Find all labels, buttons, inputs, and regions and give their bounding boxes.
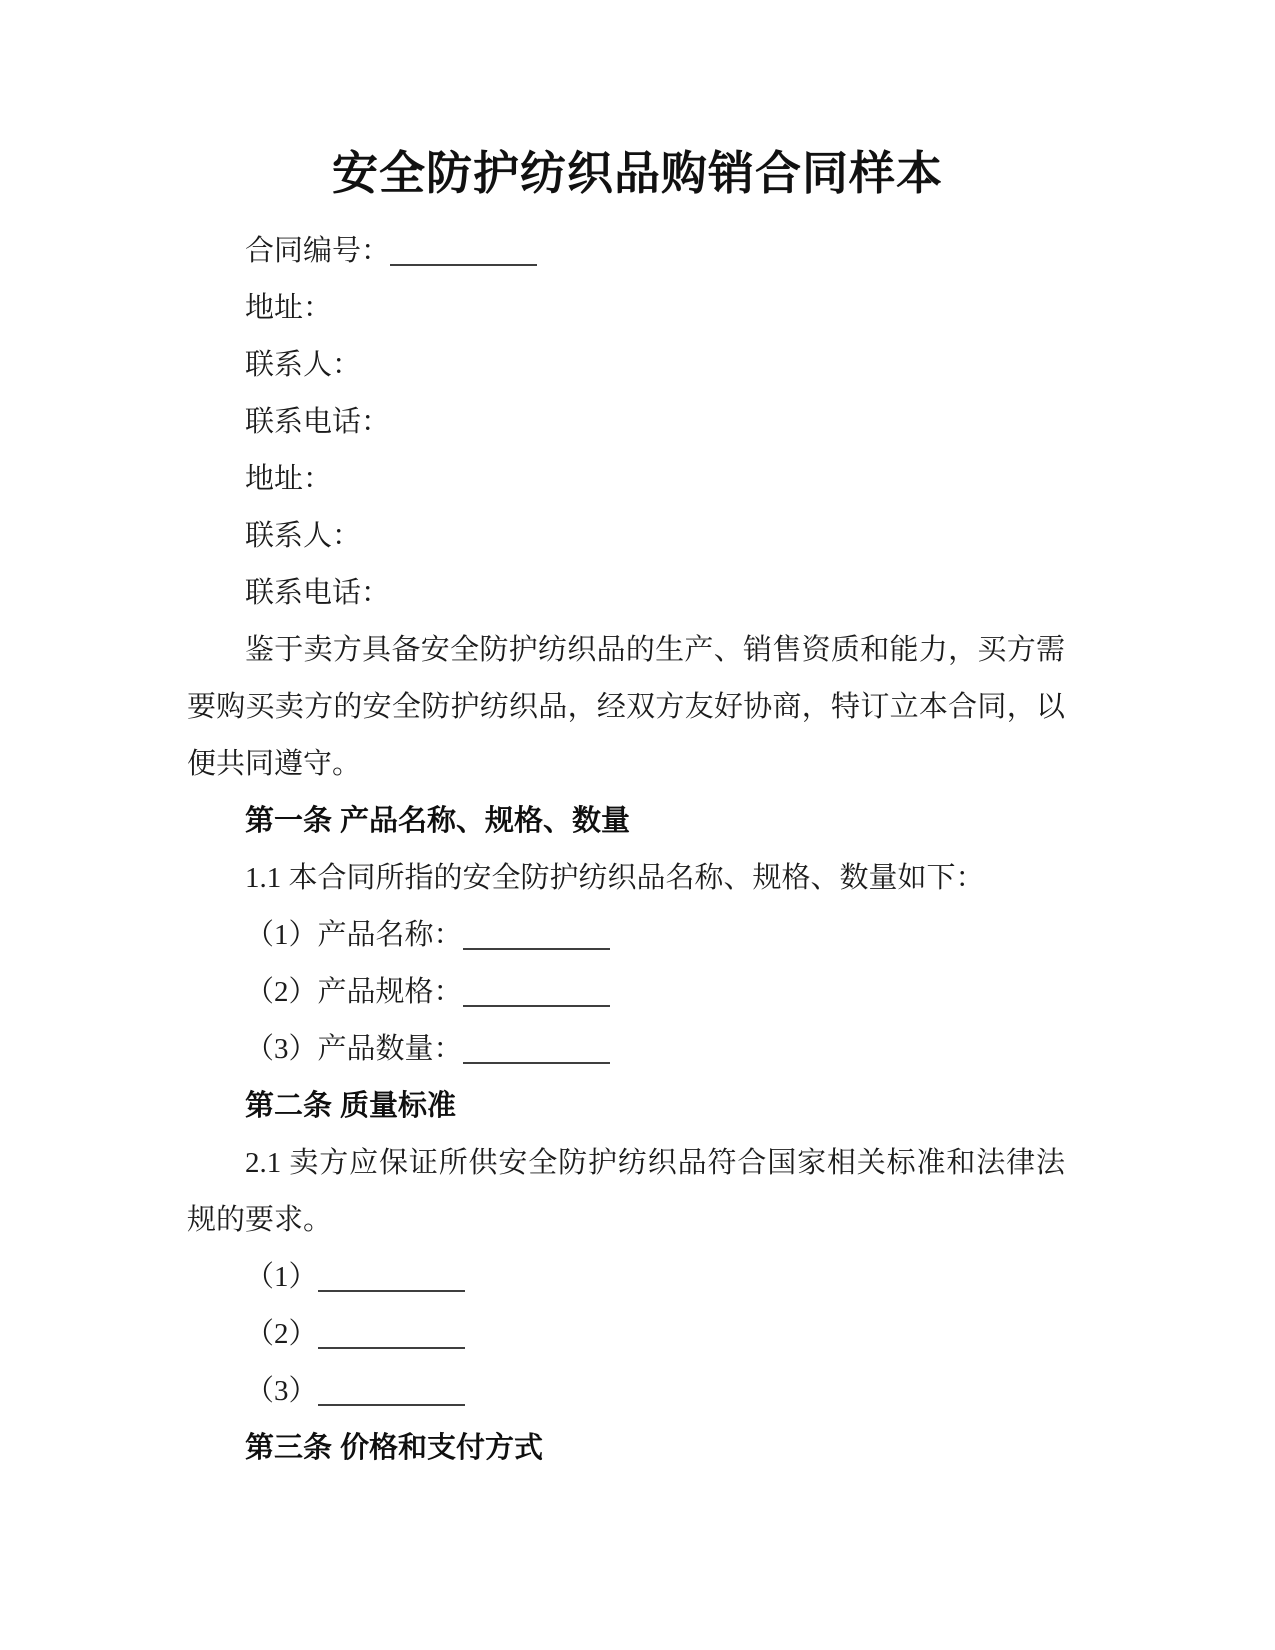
product-spec-label: （2）产品规格： (245, 976, 463, 1008)
standard-item-3-label: （3） (245, 1375, 318, 1407)
preamble-paragraph: 鉴于卖方具备安全防护纺织品的生产、销售资质和能力，买方需要购买卖方的安全防护纺织品，经双方友好协商，特订立本合同，以便共同遵守。 (187, 634, 1065, 780)
product-qty-blank-line (463, 1052, 610, 1064)
standard-item-2-label: （2） (245, 1318, 318, 1350)
buyer-phone-line (187, 565, 1065, 622)
section-1-heading: 第一条 产品名称、规格、数量 (245, 805, 631, 837)
clause-item-product-name (187, 907, 1065, 964)
section-3-heading: 第三条 价格和支付方式 (245, 1432, 544, 1464)
contract-number-label: 合同编号： (245, 235, 391, 267)
product-qty-label: （3）产品数量： (245, 1033, 463, 1065)
section-2-heading: 第二条 质量标准 (245, 1090, 457, 1122)
clause-item-standard-3 (187, 1363, 1065, 1420)
buyer-contact-label: 联系人： (245, 520, 362, 552)
clause-item-product-spec (187, 964, 1065, 1021)
standard-item-2-blank-line (318, 1337, 465, 1349)
standard-item-1-blank-line (318, 1280, 465, 1292)
document-title: 安全防护纺织品购销合同样本 (332, 147, 943, 199)
clause-2-1: 2.1 卖方应保证所供安全防护纺织品符合国家相关标准和法律法规的要求。 (187, 1147, 1065, 1236)
clause-item-standard-1 (187, 1249, 1065, 1306)
seller-phone-line (187, 394, 1065, 451)
clause-item-product-qty (187, 1021, 1065, 1078)
seller-contact-line (187, 337, 1065, 394)
product-spec-blank-line (463, 995, 610, 1007)
contract-number-line (187, 223, 1065, 280)
contract-number-blank-line (390, 254, 537, 266)
buyer-phone-label: 联系电话： (245, 577, 391, 609)
product-name-blank-line (463, 938, 610, 950)
clause-item-standard-2 (187, 1306, 1065, 1363)
buyer-address-line (187, 451, 1065, 508)
seller-phone-label: 联系电话： (245, 406, 391, 438)
clause-1-1: 1.1 本合同所指的安全防护纺织品名称、规格、数量如下： (245, 862, 985, 894)
seller-address-line (187, 280, 1065, 337)
seller-address-label: 地址： (245, 292, 333, 324)
buyer-address-label: 地址： (245, 463, 333, 495)
product-name-label: （1）产品名称： (245, 919, 463, 951)
document-body (187, 223, 1065, 1477)
buyer-contact-line (187, 508, 1065, 565)
seller-contact-label: 联系人： (245, 349, 362, 381)
standard-item-1-label: （1） (245, 1261, 318, 1293)
standard-item-3-blank-line (318, 1394, 465, 1406)
